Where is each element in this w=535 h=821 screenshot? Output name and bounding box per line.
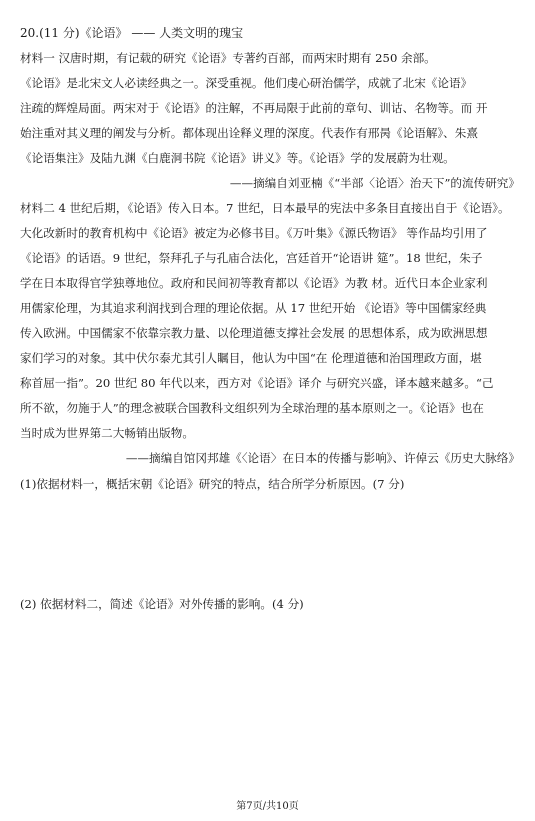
material-two-line: 学在日本取得官学独尊地位。政府和民间初等教育都以《论语》为教 材。近代日本企业家利: [20, 276, 488, 290]
material-two-line: 传入欧洲。中国儒家不依靠宗教力量、以伦理道德支撑社会发展 的思想体系，成为欧洲思想: [20, 326, 488, 340]
material-two-source: ——摘编自馆冈邦雄《〈论语〉在日本的传播与影响》、许倬云《历史大脉络》: [125, 451, 520, 465]
material-two-line: 大化改新时的教育机构中《论语》被定为必修书目。《万叶集》《源氏物语》 等作品均引用了: [20, 226, 488, 240]
material-one-line: 注疏的辉煌局面。两宋对于《论语》的注解，不再局限于此前的章句、训诂、名物等。而 开: [20, 101, 488, 115]
material-two-line: 《论语》的话语。9 世纪，祭拜孔子与孔庙合法化，宫廷首开“论语讲 筵”。18 世纪，朱子: [20, 251, 483, 265]
material-two-line: 称首屈一指”。20 世纪 80 年代以来，西方对《论语》译介 与研究兴盛，译本越来越多。“己: [20, 376, 494, 390]
material-two-line: 材料二 4 世纪后期，《论语》传入日本。7 世纪，日本最早的宪法中多条目直接出自于《论语》。: [20, 201, 510, 215]
material-two-line: 所不欲，勿施于人”的理念被联合国教科文组织列为全球治理的基本原则之一。《论语》也在: [20, 401, 484, 415]
material-one-line: 《论语集注》及陆九渊《白鹿洞书院《论语》讲义》等。《论语》学的发展蔚为壮观。: [20, 151, 455, 165]
material-two-line: 当时成为世界第二大畅销出版物。: [20, 426, 194, 440]
question-title: 20.(11 分)《论语》 —— 人类文明的瑰宝: [20, 26, 244, 40]
material-one-line: 材料一 汉唐时期，有记载的研究《论语》专著约百部，而两宋时期有 250 余部。: [20, 51, 436, 65]
material-one-source: ——摘编自刘亚楠《“半部〈论语〉治天下”的流传研究》: [229, 176, 520, 190]
material-one-line: 始注重对其义理的阐发与分析。都体现出诠释义理的深度。代表作有邢昺《论语解》、朱熹: [20, 126, 478, 140]
material-two-line: 用儒家伦理，为其追求利润找到合理的理论依据。从 17 世纪开始 《论语》等中国儒家经典: [20, 301, 487, 315]
material-two-line: 家们学习的对象。其中伏尔泰尤其引人瞩目，他认为中国“在 伦理道德和治国理政方面，堪: [20, 351, 482, 365]
material-one-line: 《论语》是北宋文人必读经典之一。深受重视。他们虔心研治儒学，成就了北宋《论语》: [20, 76, 473, 90]
sub-question-2: (2) 依据材料二，简述《论语》对外传播的影响。(4 分): [20, 597, 304, 611]
sub-question-1: (1)依据材料一，概括宋朝《论语》研究的特点，结合所学分析原因。(7 分): [20, 477, 405, 491]
page-number: 第7页/共10页: [236, 801, 299, 812]
